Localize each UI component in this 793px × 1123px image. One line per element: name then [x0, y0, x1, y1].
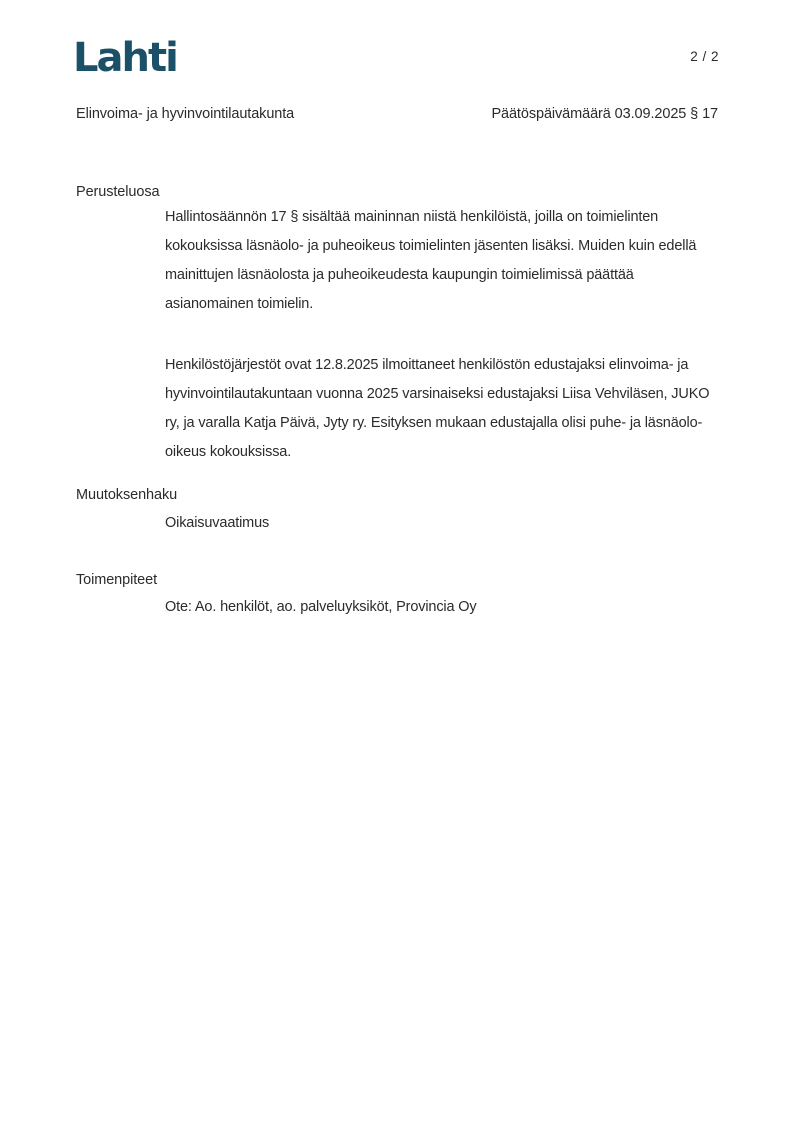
document-header-row — [76, 106, 718, 122]
section-heading-perusteluosa: Perusteluosa — [76, 184, 160, 200]
actions-extract-text: Ote: Ao. henkilöt, ao. palveluyksiköt, Provincia Oy — [165, 599, 477, 615]
decision-date: Päätöspäivämäärä 03.09.2025 § 17 — [491, 106, 718, 122]
section-heading-toimenpiteet: Toimenpiteet — [76, 572, 158, 588]
justification-paragraph-1: Hallintosäännön 17 § sisältää maininnan niistä henkilöistä, joilla on toimielinten kokouksissa läsnäolo- ja puheoikeus toimielinten jäsenten lisäksi. Muiden kuin edellä mainittujen läsnäolosta ja puheoikeudesta kaupungin toimielimissä päättää asianomainen toimielin. — [165, 209, 697, 312]
section-heading-muutoksenhaku: Muutoksenhaku — [76, 487, 178, 503]
page-number: 2 / 2 — [690, 49, 719, 64]
appeal-method-text: Oikaisuvaatimus — [165, 515, 270, 531]
committee-name: Elinvoima- ja hyvinvointilautakunta — [76, 106, 295, 122]
justification-paragraph-2: Henkilöstöjärjestöt ovat 12.8.2025 ilmoittaneet henkilöstön edustajaksi elinvoima- ja hyvinvointilautakuntaan vuonna 2025 varsinaiseksi edustajaksi Liisa Vehviläsen, JUKO ry, ja varalla Katja Päivä, Jyty ry. Esityksen mukaan edustajalla olisi puhe- ja läsnäolo-oikeus kokouksissa. — [165, 357, 710, 460]
lahti-city-logo: Lahti — [73, 35, 177, 81]
